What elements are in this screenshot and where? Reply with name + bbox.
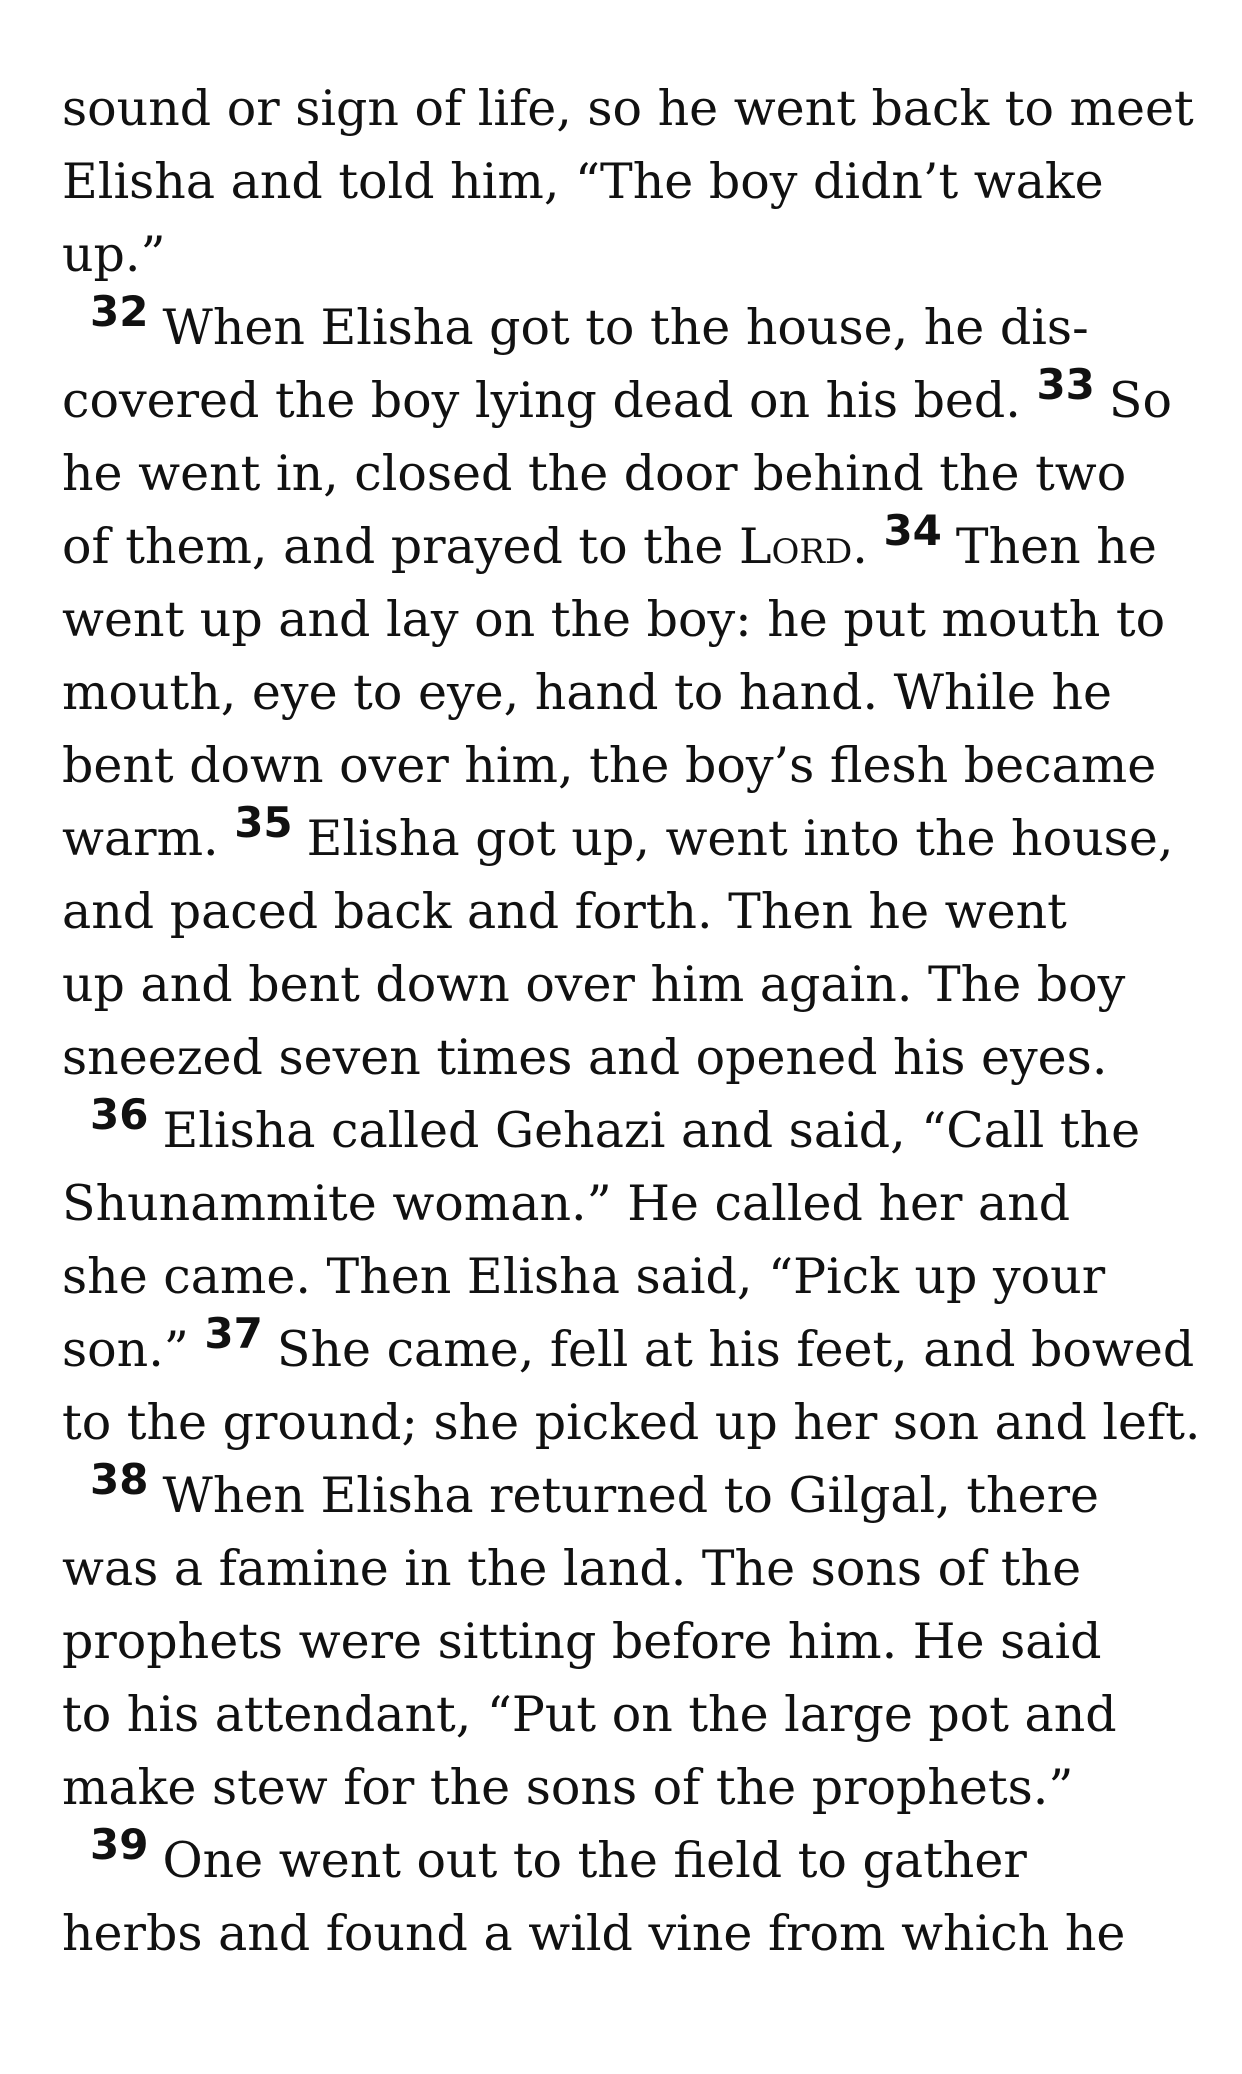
verse-39-start: 39 One went out to the field to gather: [90, 1820, 1027, 1889]
text-line: up and bent down over him again. The boy: [62, 956, 1126, 1013]
verse-number-36[interactable]: 36: [90, 1090, 149, 1139]
verse-36-start: 36 Elisha called Gehazi and said, “Call the: [90, 1090, 1141, 1159]
text-line: she came. Then Elisha said, “Pick up your: [62, 1248, 1106, 1305]
text-line: Shunammite woman.” He called her and: [62, 1175, 1071, 1232]
text-line: of them, and prayed to the Lord. 34 Then he: [62, 506, 1157, 575]
verse-32-start: 32 When Elisha got to the house, he dis-: [90, 287, 1089, 356]
verse-number-34[interactable]: 34: [883, 506, 942, 555]
text-line: warm. 35 Elisha got up, went into the house,: [62, 798, 1174, 867]
verse-number-33[interactable]: 33: [1036, 360, 1095, 409]
verse-number-39[interactable]: 39: [90, 1820, 149, 1869]
verse-number-32[interactable]: 32: [90, 287, 149, 336]
text-line: covered the boy lying dead on his bed. 33 So: [62, 360, 1172, 429]
text-line: prophets were sitting before him. He said: [62, 1613, 1102, 1670]
text-line: mouth, eye to eye, hand to hand. While he: [62, 664, 1113, 721]
text-line: sneezed seven times and opened his eyes.: [62, 1029, 1108, 1086]
text-line: was a famine in the land. The sons of the: [62, 1540, 1082, 1597]
text-line: went up and lay on the boy: he put mouth to: [62, 591, 1166, 648]
text-line: make stew for the sons of the prophets.”: [62, 1759, 1074, 1816]
text-line: Elisha and told him, “The boy didn’t wake: [62, 153, 1104, 210]
verse-38-start: 38 When Elisha returned to Gilgal, there: [90, 1455, 1100, 1524]
text-line: sound or sign of life, so he went back to meet: [62, 80, 1194, 137]
text-line: herbs and found a wild vine from which he: [62, 1905, 1126, 1962]
text-line: he went in, closed the door behind the two: [62, 445, 1127, 502]
scripture-text: [62, 72, 1202, 1970]
verse-number-37[interactable]: 37: [204, 1309, 263, 1358]
text-line: son.” 37 She came, fell at his feet, and bowed: [62, 1309, 1195, 1378]
text-line: bent down over him, the boy’s flesh became: [62, 737, 1157, 794]
text-line: to his attendant, “Put on the large pot and: [62, 1686, 1117, 1743]
verse-number-35[interactable]: 35: [234, 798, 293, 847]
text-line: and paced back and forth. Then he went: [62, 883, 1067, 940]
text-line: to the ground; she picked up her son and left.: [62, 1394, 1201, 1451]
divine-name: Lord: [739, 518, 853, 575]
verse-number-38[interactable]: 38: [90, 1455, 149, 1504]
text-line: up.”: [62, 226, 166, 283]
